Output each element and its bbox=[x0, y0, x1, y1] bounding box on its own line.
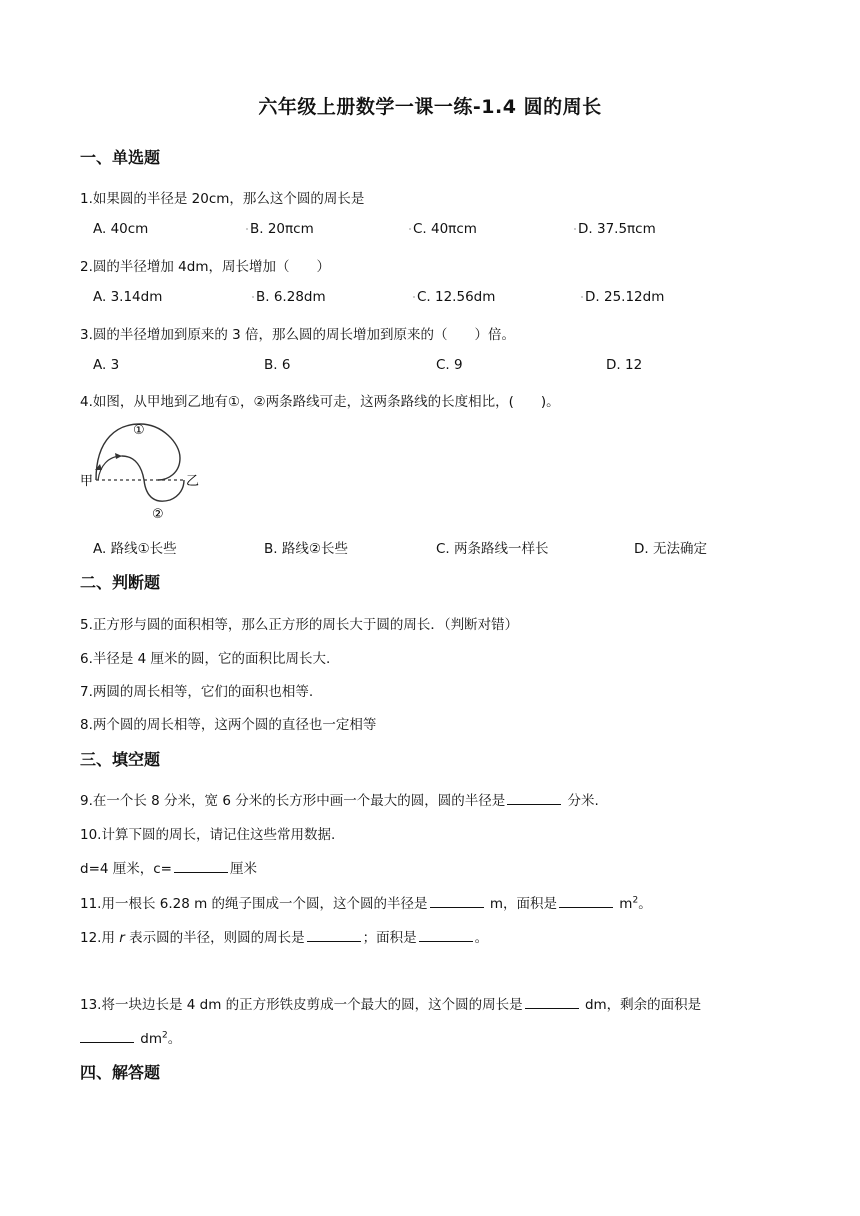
page-title: 六年级上册数学一课一练-1.4 圆的周长 bbox=[258, 96, 602, 118]
answer-blank[interactable] bbox=[419, 927, 473, 942]
answer-blank[interactable] bbox=[174, 858, 228, 873]
question-11: 11.用一根长 6.28 m 的绳子围成一个圆，这个圆的半径是 m，面积是 $m^2$。 bbox=[80, 892, 652, 912]
answer-blank[interactable] bbox=[430, 893, 484, 908]
question-6: 6.半径是 4 厘米的圆，它的面积比周长大. bbox=[80, 651, 331, 667]
q4-option-d: D. 无法确定 bbox=[634, 541, 707, 557]
route-arrow-icon bbox=[95, 464, 102, 470]
q3-option-a: A. 3 bbox=[93, 357, 120, 373]
answer-blank[interactable] bbox=[307, 927, 361, 942]
question-5: 5.正方形与圆的面积相等，那么正方形的周长大于圆的周长．（判断对错） bbox=[80, 617, 519, 633]
answer-blank[interactable] bbox=[559, 893, 613, 908]
section-heading-true-false: 二、判断题 bbox=[80, 573, 161, 592]
label-route-2: ② bbox=[152, 507, 164, 522]
label-route-1: ① bbox=[133, 423, 145, 438]
q1-option-b: B. 20πcm bbox=[246, 221, 314, 237]
q4-option-a: A. 路线①长些 bbox=[93, 541, 177, 557]
question-4: 4.如图，从甲地到乙地有①，②两条路线可走，这两条路线的长度相比，( )。 bbox=[80, 394, 560, 410]
question-10: 10.计算下圆的周长，请记住这些常用数据. bbox=[80, 827, 336, 843]
section-heading-solve: 四、解答题 bbox=[80, 1063, 161, 1082]
route-2-path bbox=[122, 456, 184, 501]
q4-option-b: B. 路线②长些 bbox=[264, 541, 348, 557]
q2-option-a: A. 3.14dm bbox=[93, 289, 163, 305]
q2-option-b: B. 6.28dm bbox=[252, 289, 326, 305]
route-diagram bbox=[78, 418, 208, 524]
answer-blank[interactable] bbox=[507, 790, 561, 805]
q4-option-c: C. 两条路线一样长 bbox=[436, 541, 549, 557]
question-2: 2.圆的半径增加 4dm，周长增加（ ） bbox=[80, 259, 330, 275]
q1-option-d: D. 37.5πcm bbox=[574, 221, 656, 237]
question-3: 3.圆的半径增加到原来的 3 倍，那么圆的周长增加到原来的（ ）倍。 bbox=[80, 327, 516, 343]
inner-arc-path bbox=[98, 456, 122, 480]
arrow-head-icon bbox=[115, 453, 122, 459]
q2-option-d: D. 25.12dm bbox=[581, 289, 664, 305]
q2-option-c: C. 12.56dm bbox=[413, 289, 495, 305]
question-8: 8.两个圆的周长相等，这两个圆的直径也一定相等 bbox=[80, 717, 377, 733]
question-1: 1.如果圆的半径是 20cm，那么这个圆的周长是 bbox=[80, 191, 365, 207]
q1-option-a: A. 40cm bbox=[93, 221, 149, 237]
q1-option-c: C. 40πcm bbox=[409, 221, 477, 237]
section-heading-fill-blank: 三、填空题 bbox=[80, 750, 161, 769]
q3-option-b: B. 6 bbox=[264, 357, 291, 373]
label-end: 乙 bbox=[186, 474, 200, 489]
section-heading-single-choice: 一、单选题 bbox=[80, 148, 161, 167]
question-13: 13.将一块边长是 4 dm 的正方形铁皮剪成一个最大的圆，这个圆的周长是 dm，剩余的面积是 bbox=[80, 993, 701, 1013]
answer-blank[interactable] bbox=[525, 994, 579, 1009]
label-start: 甲 bbox=[80, 474, 94, 489]
q3-option-d: D. 12 bbox=[606, 357, 643, 373]
question-12: 12.用 r 表示圆的半径，则圆的周长是 ；面积是 。 bbox=[80, 926, 488, 946]
question-9: 9.在一个长 8 分米，宽 6 分米的长方形中画一个最大的圆，圆的半径是 分米. bbox=[80, 789, 599, 809]
question-10-line-2: d=4 厘米，c= 厘米 bbox=[80, 857, 257, 877]
q3-option-c: C. 9 bbox=[436, 357, 463, 373]
answer-blank[interactable] bbox=[80, 1028, 134, 1043]
question-7: 7.两圆的周长相等，它们的面积也相等. bbox=[80, 684, 314, 700]
question-13-line-2: $dm^2$。 bbox=[80, 1027, 181, 1047]
